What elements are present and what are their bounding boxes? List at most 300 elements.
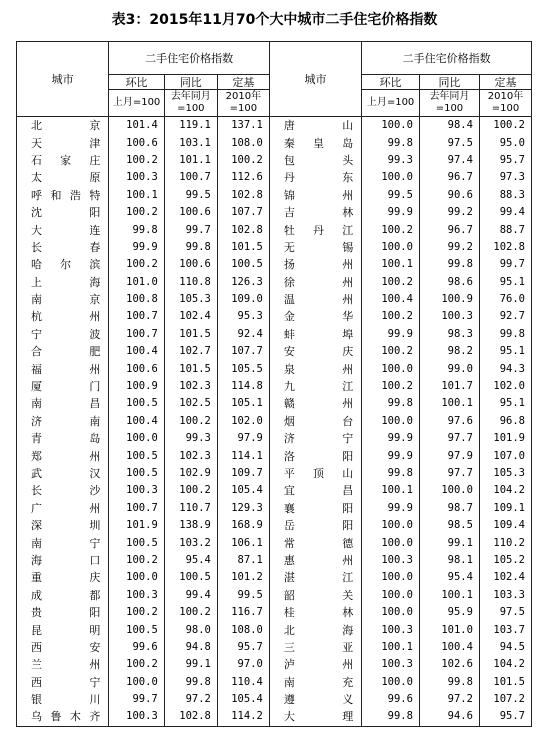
table-row	[17, 604, 532, 621]
fixed-header-right: 定基	[479, 75, 531, 90]
city-name-left: 太原	[17, 169, 109, 186]
yoy-value-left: 101.1	[164, 152, 217, 169]
mom-value-right: 100.0	[362, 517, 420, 534]
yoy-value-right: 97.7	[419, 430, 479, 447]
table-row	[17, 256, 532, 273]
fixed-header-left: 定基	[217, 75, 269, 90]
mom-value-left: 100.0	[109, 674, 164, 691]
fixed-base-left: 2010年=100	[217, 90, 269, 117]
fixed-value-right: 95.7	[479, 708, 531, 726]
yoy-value-right: 97.5	[419, 134, 479, 151]
city-name-left: 宁波	[17, 326, 109, 343]
table-row	[17, 291, 532, 308]
table-row	[17, 534, 532, 551]
fixed-value-left: 99.5	[217, 587, 269, 604]
yoy-value-left: 102.3	[164, 447, 217, 464]
yoy-value-right: 99.8	[419, 256, 479, 273]
city-name-right: 扬州	[269, 256, 361, 273]
table-row	[17, 517, 532, 534]
city-name-left: 重庆	[17, 569, 109, 586]
yoy-value-left: 99.5	[164, 187, 217, 204]
fixed-value-left: 110.4	[217, 674, 269, 691]
city-name-left: 海口	[17, 552, 109, 569]
mom-value-left: 99.9	[109, 239, 164, 256]
mom-value-right: 99.9	[362, 500, 420, 517]
city-name-right: 蚌埠	[269, 326, 361, 343]
table-row	[17, 569, 532, 586]
mom-value-left: 100.8	[109, 291, 164, 308]
city-name-left: 大连	[17, 221, 109, 238]
mom-value-right: 100.3	[362, 552, 420, 569]
fixed-base-right: 2010年=100	[479, 90, 531, 117]
table-row	[17, 360, 532, 377]
table-row	[17, 204, 532, 221]
mom-value-left: 100.2	[109, 604, 164, 621]
city-name-right: 三亚	[269, 639, 361, 656]
yoy-value-left: 99.8	[164, 674, 217, 691]
mom-header-left: 环比	[109, 75, 164, 90]
table-row	[17, 674, 532, 691]
fixed-value-left: 101.5	[217, 239, 269, 256]
city-name-left: 厦门	[17, 378, 109, 395]
city-name-right: 北海	[269, 621, 361, 638]
city-name-left: 济南	[17, 413, 109, 430]
city-name-right: 吉林	[269, 204, 361, 221]
fixed-value-right: 97.5	[479, 604, 531, 621]
mom-value-left: 101.9	[109, 517, 164, 534]
yoy-value-right: 98.4	[419, 117, 479, 135]
fixed-value-right: 95.7	[479, 152, 531, 169]
fixed-value-left: 101.2	[217, 569, 269, 586]
yoy-header-left: 同比	[164, 75, 217, 90]
mom-value-right: 99.9	[362, 430, 420, 447]
yoy-value-left: 94.8	[164, 639, 217, 656]
city-name-right: 南充	[269, 674, 361, 691]
yoy-value-right: 102.6	[419, 656, 479, 673]
fixed-value-right: 110.2	[479, 534, 531, 551]
yoy-value-left: 95.4	[164, 552, 217, 569]
fixed-value-right: 102.4	[479, 569, 531, 586]
mom-base-right: 上月=100	[362, 90, 420, 117]
mom-value-left: 100.7	[109, 500, 164, 517]
yoy-value-right: 100.0	[419, 482, 479, 499]
yoy-value-left: 105.3	[164, 291, 217, 308]
city-name-left: 哈尔滨	[17, 256, 109, 273]
city-name-left: 南昌	[17, 395, 109, 412]
city-name-left: 银川	[17, 691, 109, 708]
yoy-value-left: 100.6	[164, 256, 217, 273]
yoy-value-right: 101.0	[419, 621, 479, 638]
table-row	[17, 465, 532, 482]
city-name-right: 惠州	[269, 552, 361, 569]
yoy-value-right: 100.9	[419, 291, 479, 308]
yoy-value-right: 96.7	[419, 221, 479, 238]
yoy-value-right: 97.2	[419, 691, 479, 708]
yoy-value-left: 99.8	[164, 239, 217, 256]
fixed-value-left: 97.9	[217, 430, 269, 447]
fixed-value-right: 97.3	[479, 169, 531, 186]
city-name-left: 贵阳	[17, 604, 109, 621]
fixed-value-right: 95.1	[479, 395, 531, 412]
yoy-value-left: 103.2	[164, 534, 217, 551]
mom-value-right: 99.9	[362, 204, 420, 221]
city-name-right: 秦皇岛	[269, 134, 361, 151]
fixed-value-right: 103.7	[479, 621, 531, 638]
table-row	[17, 117, 532, 135]
mom-value-left: 100.2	[109, 152, 164, 169]
city-header-left: 城市	[17, 42, 109, 117]
fixed-value-left: 105.4	[217, 482, 269, 499]
city-name-right: 九江	[269, 378, 361, 395]
city-name-left: 北京	[17, 117, 109, 135]
yoy-value-right: 100.4	[419, 639, 479, 656]
yoy-value-left: 100.2	[164, 604, 217, 621]
yoy-value-right: 98.1	[419, 552, 479, 569]
yoy-value-left: 103.1	[164, 134, 217, 151]
fixed-value-right: 95.1	[479, 343, 531, 360]
mom-value-left: 99.6	[109, 639, 164, 656]
yoy-value-right: 96.7	[419, 169, 479, 186]
table-row	[17, 587, 532, 604]
fixed-value-right: 104.2	[479, 656, 531, 673]
yoy-value-left: 101.5	[164, 360, 217, 377]
city-name-left: 呼和浩特	[17, 187, 109, 204]
table-row	[17, 343, 532, 360]
yoy-value-right: 100.1	[419, 587, 479, 604]
table-row	[17, 656, 532, 673]
city-name-left: 成都	[17, 587, 109, 604]
mom-value-left: 100.2	[109, 656, 164, 673]
city-name-right: 洛阳	[269, 447, 361, 464]
yoy-value-left: 102.5	[164, 395, 217, 412]
mom-value-left: 100.4	[109, 343, 164, 360]
city-name-right: 丹东	[269, 169, 361, 186]
yoy-value-left: 102.3	[164, 378, 217, 395]
city-name-right: 安庆	[269, 343, 361, 360]
yoy-value-right: 94.6	[419, 708, 479, 726]
yoy-value-right: 97.9	[419, 447, 479, 464]
mom-value-right: 100.1	[362, 256, 420, 273]
mom-value-right: 99.8	[362, 465, 420, 482]
mom-value-left: 100.3	[109, 587, 164, 604]
yoy-value-left: 138.9	[164, 517, 217, 534]
city-name-left: 长沙	[17, 482, 109, 499]
table-row	[17, 239, 532, 256]
table-row	[17, 430, 532, 447]
fixed-value-left: 97.0	[217, 656, 269, 673]
fixed-value-right: 103.3	[479, 587, 531, 604]
table-row	[17, 308, 532, 325]
city-name-left: 南宁	[17, 534, 109, 551]
fixed-value-left: 100.2	[217, 152, 269, 169]
index-group-header-left: 二手住宅价格指数	[109, 42, 269, 75]
yoy-value-left: 102.9	[164, 465, 217, 482]
mom-value-left: 101.0	[109, 274, 164, 291]
fixed-value-right: 99.4	[479, 204, 531, 221]
yoy-value-left: 102.7	[164, 343, 217, 360]
yoy-value-right: 98.5	[419, 517, 479, 534]
city-name-left: 广州	[17, 500, 109, 517]
city-name-left: 杭州	[17, 308, 109, 325]
mom-value-right: 99.8	[362, 708, 420, 726]
mom-value-right: 100.0	[362, 587, 420, 604]
yoy-value-left: 100.5	[164, 569, 217, 586]
fixed-value-right: 95.1	[479, 274, 531, 291]
yoy-value-left: 100.6	[164, 204, 217, 221]
mom-value-left: 100.7	[109, 308, 164, 325]
mom-value-left: 100.0	[109, 569, 164, 586]
city-name-right: 徐州	[269, 274, 361, 291]
table-row	[17, 221, 532, 238]
mom-value-right: 100.1	[362, 639, 420, 656]
mom-value-right: 100.0	[362, 534, 420, 551]
mom-value-right: 99.6	[362, 691, 420, 708]
city-name-right: 襄阳	[269, 500, 361, 517]
city-name-left: 兰州	[17, 656, 109, 673]
fixed-value-right: 105.3	[479, 465, 531, 482]
table-row	[17, 152, 532, 169]
mom-value-right: 100.2	[362, 343, 420, 360]
fixed-value-right: 88.7	[479, 221, 531, 238]
fixed-value-left: 107.7	[217, 204, 269, 221]
fixed-value-left: 105.4	[217, 691, 269, 708]
yoy-value-right: 95.4	[419, 569, 479, 586]
fixed-value-left: 95.3	[217, 308, 269, 325]
mom-value-right: 99.8	[362, 134, 420, 151]
yoy-value-right: 100.3	[419, 308, 479, 325]
mom-value-left: 100.2	[109, 204, 164, 221]
mom-value-right: 100.0	[362, 674, 420, 691]
yoy-value-right: 97.6	[419, 413, 479, 430]
city-name-right: 烟台	[269, 413, 361, 430]
mom-value-right: 99.9	[362, 447, 420, 464]
yoy-value-right: 99.0	[419, 360, 479, 377]
fixed-value-right: 100.2	[479, 117, 531, 135]
mom-value-right: 100.0	[362, 413, 420, 430]
city-name-left: 南京	[17, 291, 109, 308]
yoy-value-left: 101.5	[164, 326, 217, 343]
city-name-right: 宜昌	[269, 482, 361, 499]
fixed-value-right: 76.0	[479, 291, 531, 308]
city-name-left: 长春	[17, 239, 109, 256]
fixed-value-right: 92.7	[479, 308, 531, 325]
fixed-value-left: 126.3	[217, 274, 269, 291]
fixed-value-left: 106.1	[217, 534, 269, 551]
fixed-value-left: 100.5	[217, 256, 269, 273]
price-index-table	[16, 41, 532, 727]
fixed-value-right: 102.0	[479, 378, 531, 395]
yoy-value-right: 99.2	[419, 204, 479, 221]
mom-value-left: 100.0	[109, 430, 164, 447]
mom-value-left: 100.6	[109, 360, 164, 377]
yoy-value-left: 102.8	[164, 708, 217, 726]
mom-value-right: 100.3	[362, 656, 420, 673]
yoy-base-left: 去年同月=100	[164, 90, 217, 117]
mom-value-right: 100.2	[362, 308, 420, 325]
yoy-value-left: 99.3	[164, 430, 217, 447]
fixed-value-right: 99.7	[479, 256, 531, 273]
fixed-value-right: 104.2	[479, 482, 531, 499]
mom-value-right: 100.0	[362, 239, 420, 256]
mom-value-right: 100.2	[362, 221, 420, 238]
yoy-header-right: 同比	[419, 75, 479, 90]
mom-value-left: 100.2	[109, 552, 164, 569]
mom-value-left: 100.5	[109, 465, 164, 482]
fixed-value-right: 95.0	[479, 134, 531, 151]
city-name-right: 大理	[269, 708, 361, 726]
fixed-value-left: 137.1	[217, 117, 269, 135]
city-name-right: 平顶山	[269, 465, 361, 482]
table-body	[17, 117, 532, 727]
fixed-value-left: 105.5	[217, 360, 269, 377]
mom-value-left: 100.2	[109, 256, 164, 273]
fixed-value-right: 101.5	[479, 674, 531, 691]
mom-value-right: 99.3	[362, 152, 420, 169]
yoy-value-left: 110.7	[164, 500, 217, 517]
fixed-value-left: 129.3	[217, 500, 269, 517]
mom-value-right: 100.0	[362, 360, 420, 377]
table-row	[17, 134, 532, 151]
city-name-right: 赣州	[269, 395, 361, 412]
yoy-value-right: 98.7	[419, 500, 479, 517]
mom-value-left: 100.4	[109, 413, 164, 430]
mom-value-right: 100.0	[362, 169, 420, 186]
fixed-value-right: 109.4	[479, 517, 531, 534]
fixed-value-right: 105.2	[479, 552, 531, 569]
yoy-value-right: 98.6	[419, 274, 479, 291]
yoy-value-right: 101.7	[419, 378, 479, 395]
mom-value-left: 100.3	[109, 482, 164, 499]
index-group-header-right: 二手住宅价格指数	[362, 42, 532, 75]
fixed-value-right: 109.1	[479, 500, 531, 517]
fixed-value-left: 108.0	[217, 621, 269, 638]
yoy-value-left: 100.2	[164, 482, 217, 499]
table-title: 表3：2015年11月70个大中城市二手住宅价格指数	[111, 12, 438, 28]
fixed-value-left: 92.4	[217, 326, 269, 343]
fixed-value-left: 114.1	[217, 447, 269, 464]
city-name-right: 韶关	[269, 587, 361, 604]
yoy-value-right: 95.9	[419, 604, 479, 621]
city-header-right: 城市	[269, 42, 361, 117]
fixed-value-left: 114.8	[217, 378, 269, 395]
city-name-left: 石家庄	[17, 152, 109, 169]
yoy-value-left: 110.8	[164, 274, 217, 291]
table-row	[17, 187, 532, 204]
mom-value-right: 99.9	[362, 326, 420, 343]
yoy-value-left: 99.1	[164, 656, 217, 673]
mom-value-left: 101.4	[109, 117, 164, 135]
fixed-value-left: 116.7	[217, 604, 269, 621]
city-name-right: 牡丹江	[269, 221, 361, 238]
mom-value-right: 99.5	[362, 187, 420, 204]
fixed-value-left: 114.2	[217, 708, 269, 726]
city-name-right: 金华	[269, 308, 361, 325]
yoy-value-left: 119.1	[164, 117, 217, 135]
table-row	[17, 395, 532, 412]
city-name-right: 遵义	[269, 691, 361, 708]
yoy-value-left: 98.0	[164, 621, 217, 638]
yoy-value-left: 99.7	[164, 221, 217, 238]
city-name-left: 青岛	[17, 430, 109, 447]
fixed-value-left: 109.0	[217, 291, 269, 308]
table-row	[17, 500, 532, 517]
city-name-left: 昆明	[17, 621, 109, 638]
city-name-left: 西安	[17, 639, 109, 656]
yoy-value-right: 99.8	[419, 674, 479, 691]
city-name-left: 上海	[17, 274, 109, 291]
city-name-right: 湛江	[269, 569, 361, 586]
mom-value-left: 100.7	[109, 326, 164, 343]
mom-value-left: 100.9	[109, 378, 164, 395]
yoy-value-right: 90.6	[419, 187, 479, 204]
mom-value-left: 100.3	[109, 169, 164, 186]
city-name-right: 常德	[269, 534, 361, 551]
mom-value-left: 100.5	[109, 447, 164, 464]
yoy-value-right: 97.7	[419, 465, 479, 482]
fixed-value-right: 102.8	[479, 239, 531, 256]
city-name-left: 福州	[17, 360, 109, 377]
city-name-right: 泉州	[269, 360, 361, 377]
fixed-value-left: 108.0	[217, 134, 269, 151]
table-row	[17, 378, 532, 395]
mom-value-left: 99.7	[109, 691, 164, 708]
fixed-value-left: 102.8	[217, 187, 269, 204]
fixed-value-left: 87.1	[217, 552, 269, 569]
mom-value-left: 100.1	[109, 187, 164, 204]
city-name-right: 温州	[269, 291, 361, 308]
mom-value-right: 100.0	[362, 569, 420, 586]
fixed-value-right: 107.0	[479, 447, 531, 464]
yoy-value-left: 99.4	[164, 587, 217, 604]
mom-value-left: 100.3	[109, 708, 164, 726]
yoy-base-right: 去年同月=100	[419, 90, 479, 117]
city-name-right: 济宁	[269, 430, 361, 447]
table-row	[17, 552, 532, 569]
fixed-value-left: 105.1	[217, 395, 269, 412]
city-name-right: 岳阳	[269, 517, 361, 534]
mom-header-right: 环比	[362, 75, 420, 90]
fixed-value-left: 109.7	[217, 465, 269, 482]
yoy-value-right: 97.4	[419, 152, 479, 169]
yoy-value-left: 100.2	[164, 413, 217, 430]
mom-value-left: 100.5	[109, 621, 164, 638]
fixed-value-right: 94.5	[479, 639, 531, 656]
city-name-right: 锦州	[269, 187, 361, 204]
mom-value-right: 100.2	[362, 274, 420, 291]
city-name-left: 沈阳	[17, 204, 109, 221]
yoy-value-right: 99.2	[419, 239, 479, 256]
fixed-value-right: 88.3	[479, 187, 531, 204]
table-row	[17, 447, 532, 464]
fixed-value-left: 112.6	[217, 169, 269, 186]
yoy-value-right: 98.3	[419, 326, 479, 343]
table-row	[17, 621, 532, 638]
table-row	[17, 639, 532, 656]
mom-value-right: 100.1	[362, 482, 420, 499]
fixed-value-left: 107.7	[217, 343, 269, 360]
mom-value-left: 100.5	[109, 534, 164, 551]
table-row	[17, 482, 532, 499]
mom-value-right: 100.3	[362, 621, 420, 638]
city-name-right: 唐山	[269, 117, 361, 135]
table-row	[17, 708, 532, 726]
fixed-value-right: 107.2	[479, 691, 531, 708]
city-name-right: 包头	[269, 152, 361, 169]
table-row	[17, 326, 532, 343]
mom-value-left: 99.8	[109, 221, 164, 238]
fixed-value-right: 99.8	[479, 326, 531, 343]
mom-value-right: 99.8	[362, 395, 420, 412]
